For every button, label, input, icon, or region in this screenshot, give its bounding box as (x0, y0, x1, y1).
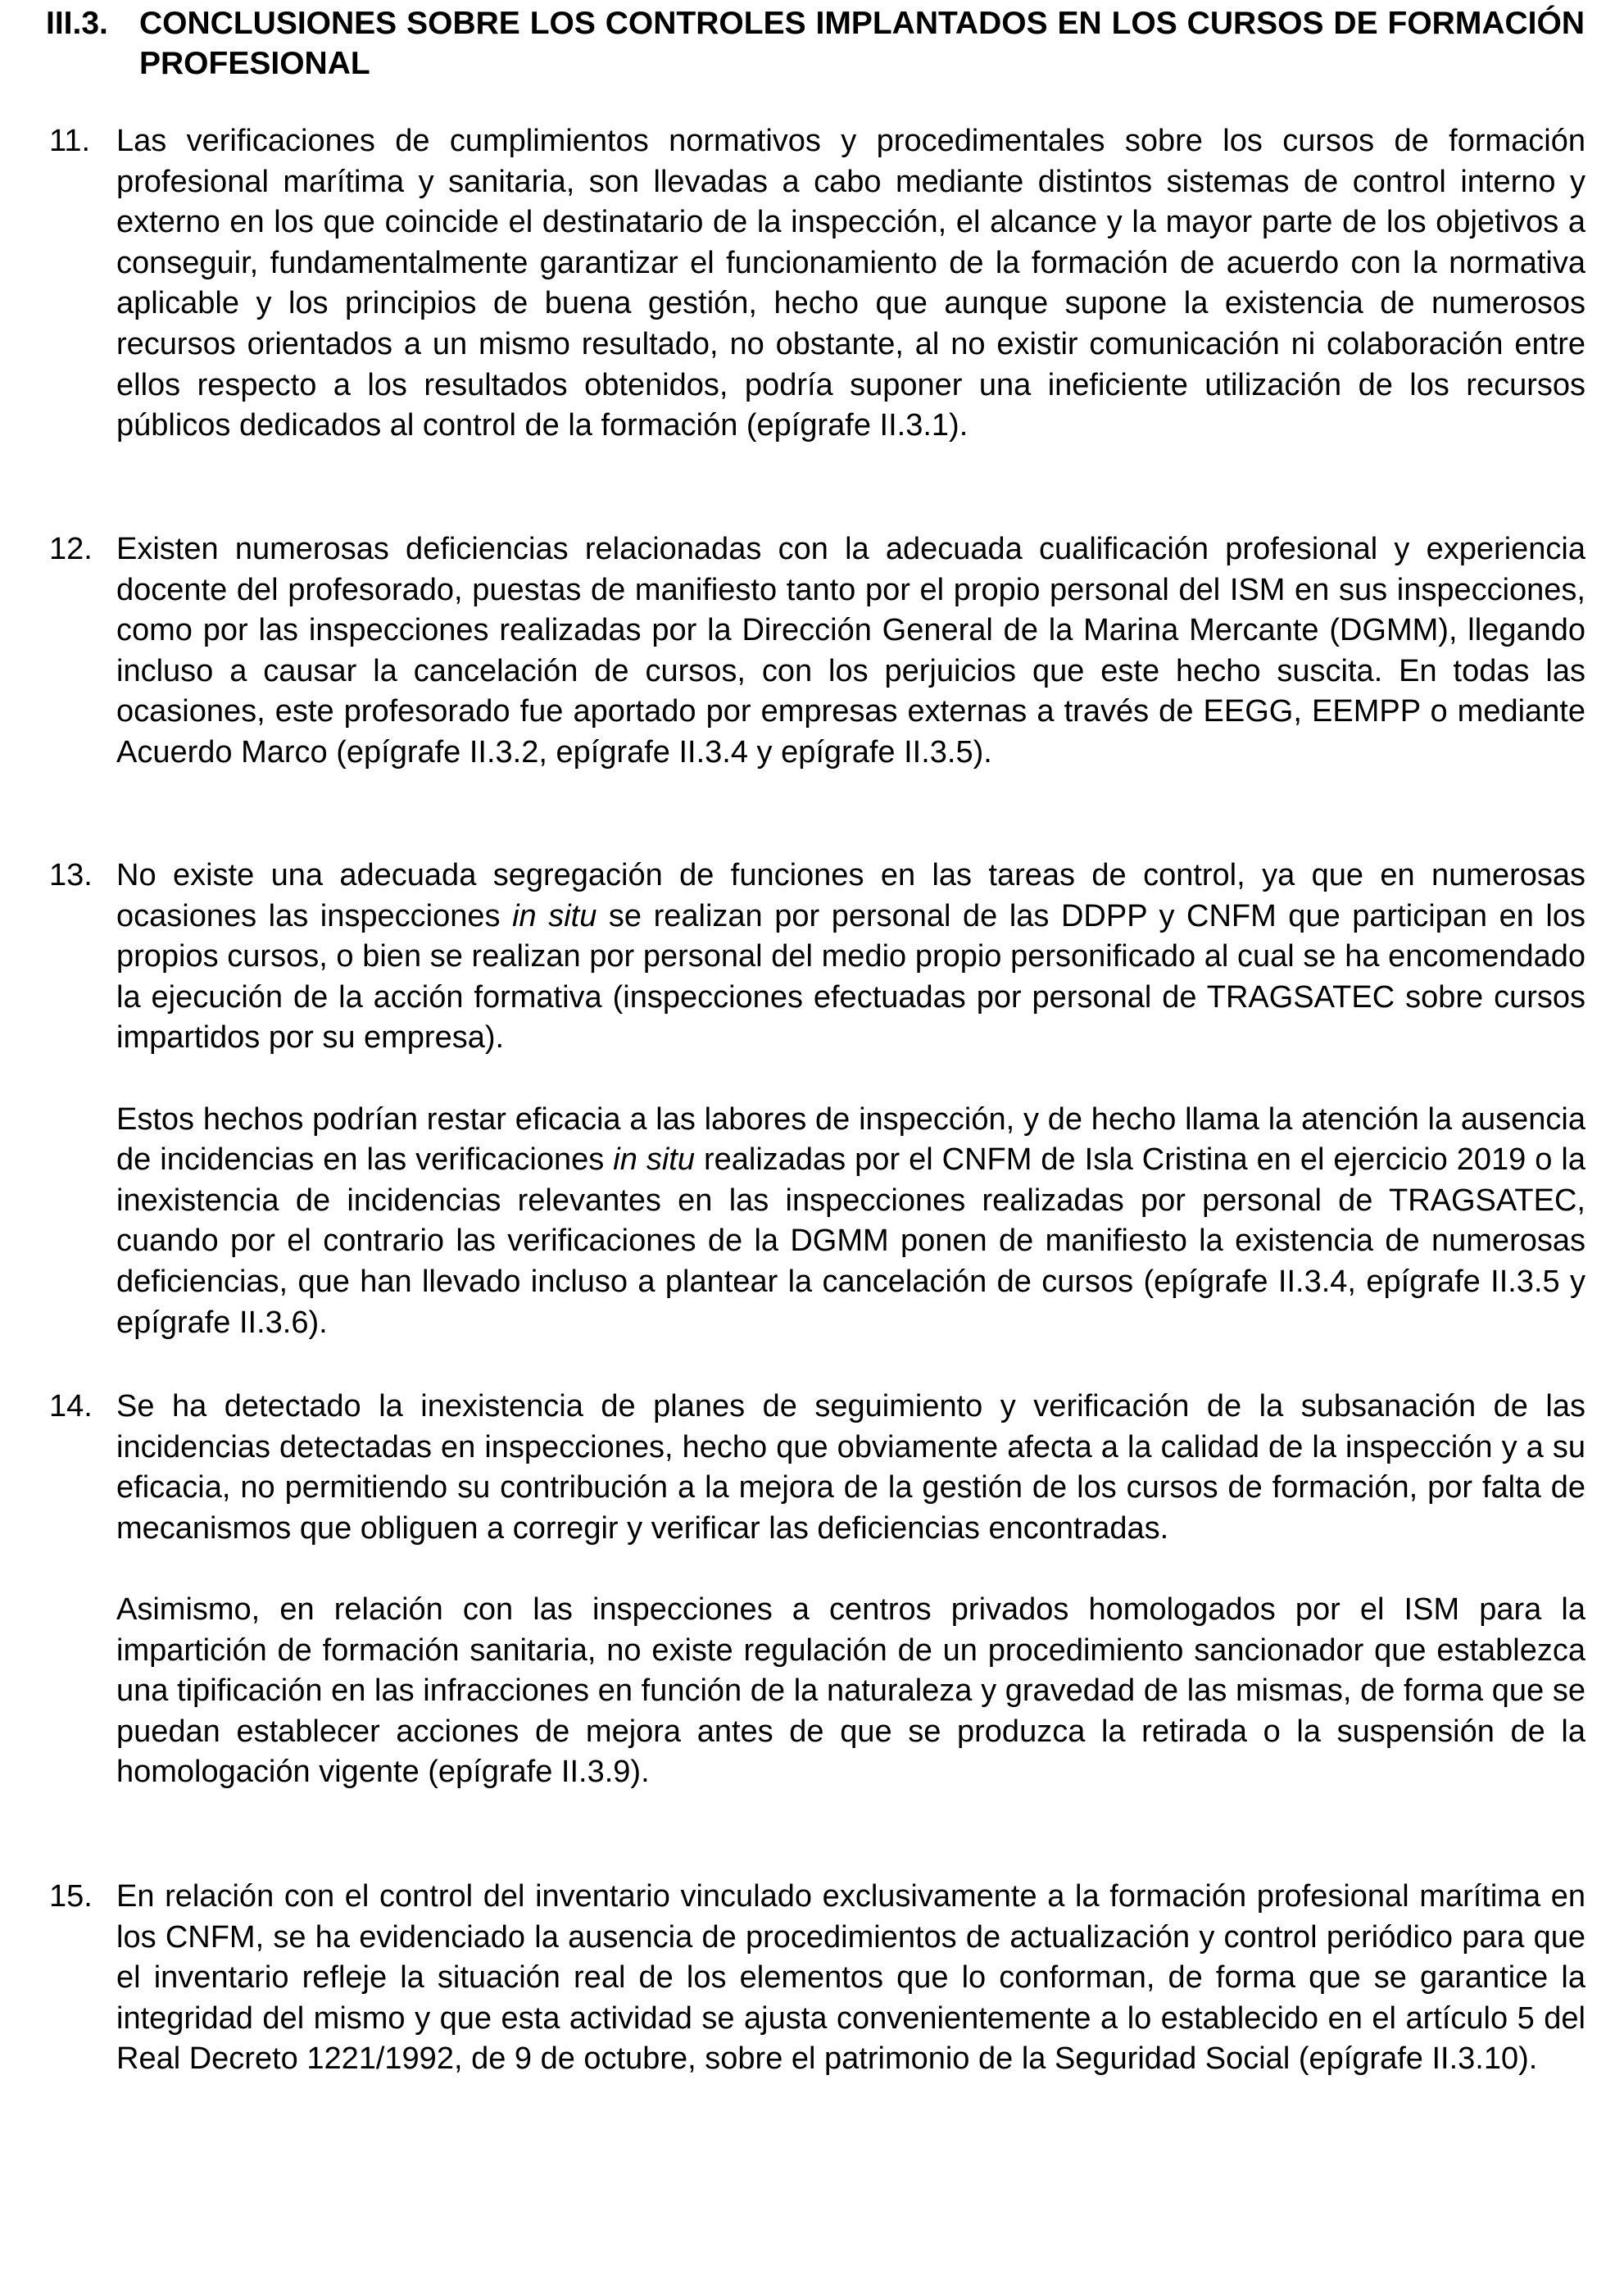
text-run: Se ha detectado la inexistencia de planes de seguimiento y verificación de la subsanación de las incidencias detectadas en inspecciones, hecho que obviamente afecta a la calidad de la inspección y a su eficacia, no permitiendo su contribución a la mejora de la gestión de los cursos de formación, por falta de mecanismos que obliguen a corregir y verificar las deficiencias encontradas. (116, 1389, 1585, 1546)
item-number: 12. (49, 532, 93, 566)
paragraph (116, 121, 1585, 447)
paragraph (116, 1100, 1585, 1344)
paragraph (116, 856, 1585, 1059)
conclusion-12 (49, 529, 1585, 774)
item-number: 13. (49, 858, 93, 892)
conclusion-15 (49, 1877, 1585, 2080)
item-number: 14. (49, 1389, 93, 1424)
paragraph (116, 1590, 1585, 1793)
text-run: se realizan por personal de las DDPP y CNFM que participan en los propios cursos, o bien se realizan por personal del medio propio personificado al cual se ha encomendado la ejecución de la acción formativa (inspecciones efectuadas por personal de TRAGSATEC sobre cursos impartidos por su empresa). (116, 898, 1585, 1056)
italic-term: in situ (512, 898, 597, 933)
text-run: Existen numerosas deficiencias relacionadas con la adecuada cualificación profesional y experiencia docente del profesorado, puestas de manifiesto tanto por el propio personal del ISM en sus inspecciones, como por las inspecciones realizadas por la Dirección General de la Marina Mercante (DGMM), llegando incluso a causar la cancelación de cursos, con los perjuicios que este hecho suscita. En todas las ocasiones, este profesorado fue aportado por empresas externas a través de EEGG, EEMPP o mediante Acuerdo Marco (epígrafe II.3.2, epígrafe II.3.4 y epígrafe II.3.5). (116, 532, 1585, 770)
text-run: En relación con el control del inventario vinculado exclusivamente a la formación profesional marítima en los CNFM, se ha evidenciado la ausencia de procedimientos de actualización y control periódico para que el inventario refleje la situación real de los elementos que lo conforman, de forma que se garantice la integridad del mismo y que esta actividad se ajusta convenientemente a lo establecido en el artículo 5 del Real Decreto 1221/1992, de 9 de octubre, sobre el patrimonio de la Seguridad Social (epígrafe II.3.10). (116, 1879, 1585, 2077)
text-run: Asimismo, en relación con las inspecciones a centros privados homologados por el ISM para la impartición de formación sanitaria, no existe regulación de un procedimiento sancionador que establezca una tipificación en las infracciones en función de la naturaleza y gravedad de las mismas, de forma que se puedan establecer acciones de mejora antes de que se produzca la retirada o la suspensión de la homologación vigente (epígrafe II.3.9). (116, 1592, 1585, 1790)
text-run: realizadas por el CNFM de Isla Cristina en el ejercicio 2019 o la inexistencia de incidencias relevantes en las inspecciones realizadas por personal de TRAGSATEC, cuando por el contrario las verificaciones de la DGMM ponen de manifiesto la existencia de numerosas deficiencias, que han llevado incluso a plantear la cancelación de cursos (epígrafe II.3.4, epígrafe II.3.5 y epígrafe II.3.6). (116, 1142, 1585, 1340)
item-number: 15. (49, 1879, 93, 1914)
item-number: 11. (49, 124, 91, 158)
italic-term: in situ (613, 1142, 695, 1178)
paragraph (116, 529, 1585, 774)
section-title: CONCLUSIONES SOBRE LOS CONTROLES IMPLANTADOS EN LOS CURSOS DE FORMACIÓN PROFESIONAL (139, 6, 1585, 81)
text-run: No existe una adecuada segregación de funciones en las tareas de control, ya que en numerosas ocasiones las inspecciones (116, 858, 1585, 933)
paragraph (116, 1387, 1585, 1549)
conclusion-14 (49, 1387, 1585, 1793)
text-run: Las verificaciones de cumplimientos normativos y procedimentales sobre los cursos de formación profesional marítima y sanitaria, son llevadas a cabo mediante distintos sistemas de control interno y externo en los que coincide el destinatario de la inspección, el alcance y la mayor parte de los objetivos a conseguir, fundamentalmente garantizar el funcionamiento de la formación de acuerdo con la normativa aplicable y los principios de buena gestión, hecho que aunque supone la existencia de numerosos recursos orientados a un mismo resultado, no obstante, al no existir comunicación ni colaboración entre ellos respecto a los resultados obtenidos, podría suponer una ineficiente utilización de los recursos públicos dedicados al control de la formación (epígrafe II.3.1). (116, 124, 1585, 443)
section-number: III.3. (46, 6, 108, 41)
conclusion-13 (49, 856, 1585, 1343)
section-heading (46, 3, 1585, 84)
paragraph (116, 1877, 1585, 2080)
text-run: Estos hechos podrían restar eficacia a las labores de inspección, y de hecho llama la atención la ausencia de incidencias en las verificaciones (116, 1101, 1585, 1178)
conclusion-11 (49, 121, 1585, 447)
